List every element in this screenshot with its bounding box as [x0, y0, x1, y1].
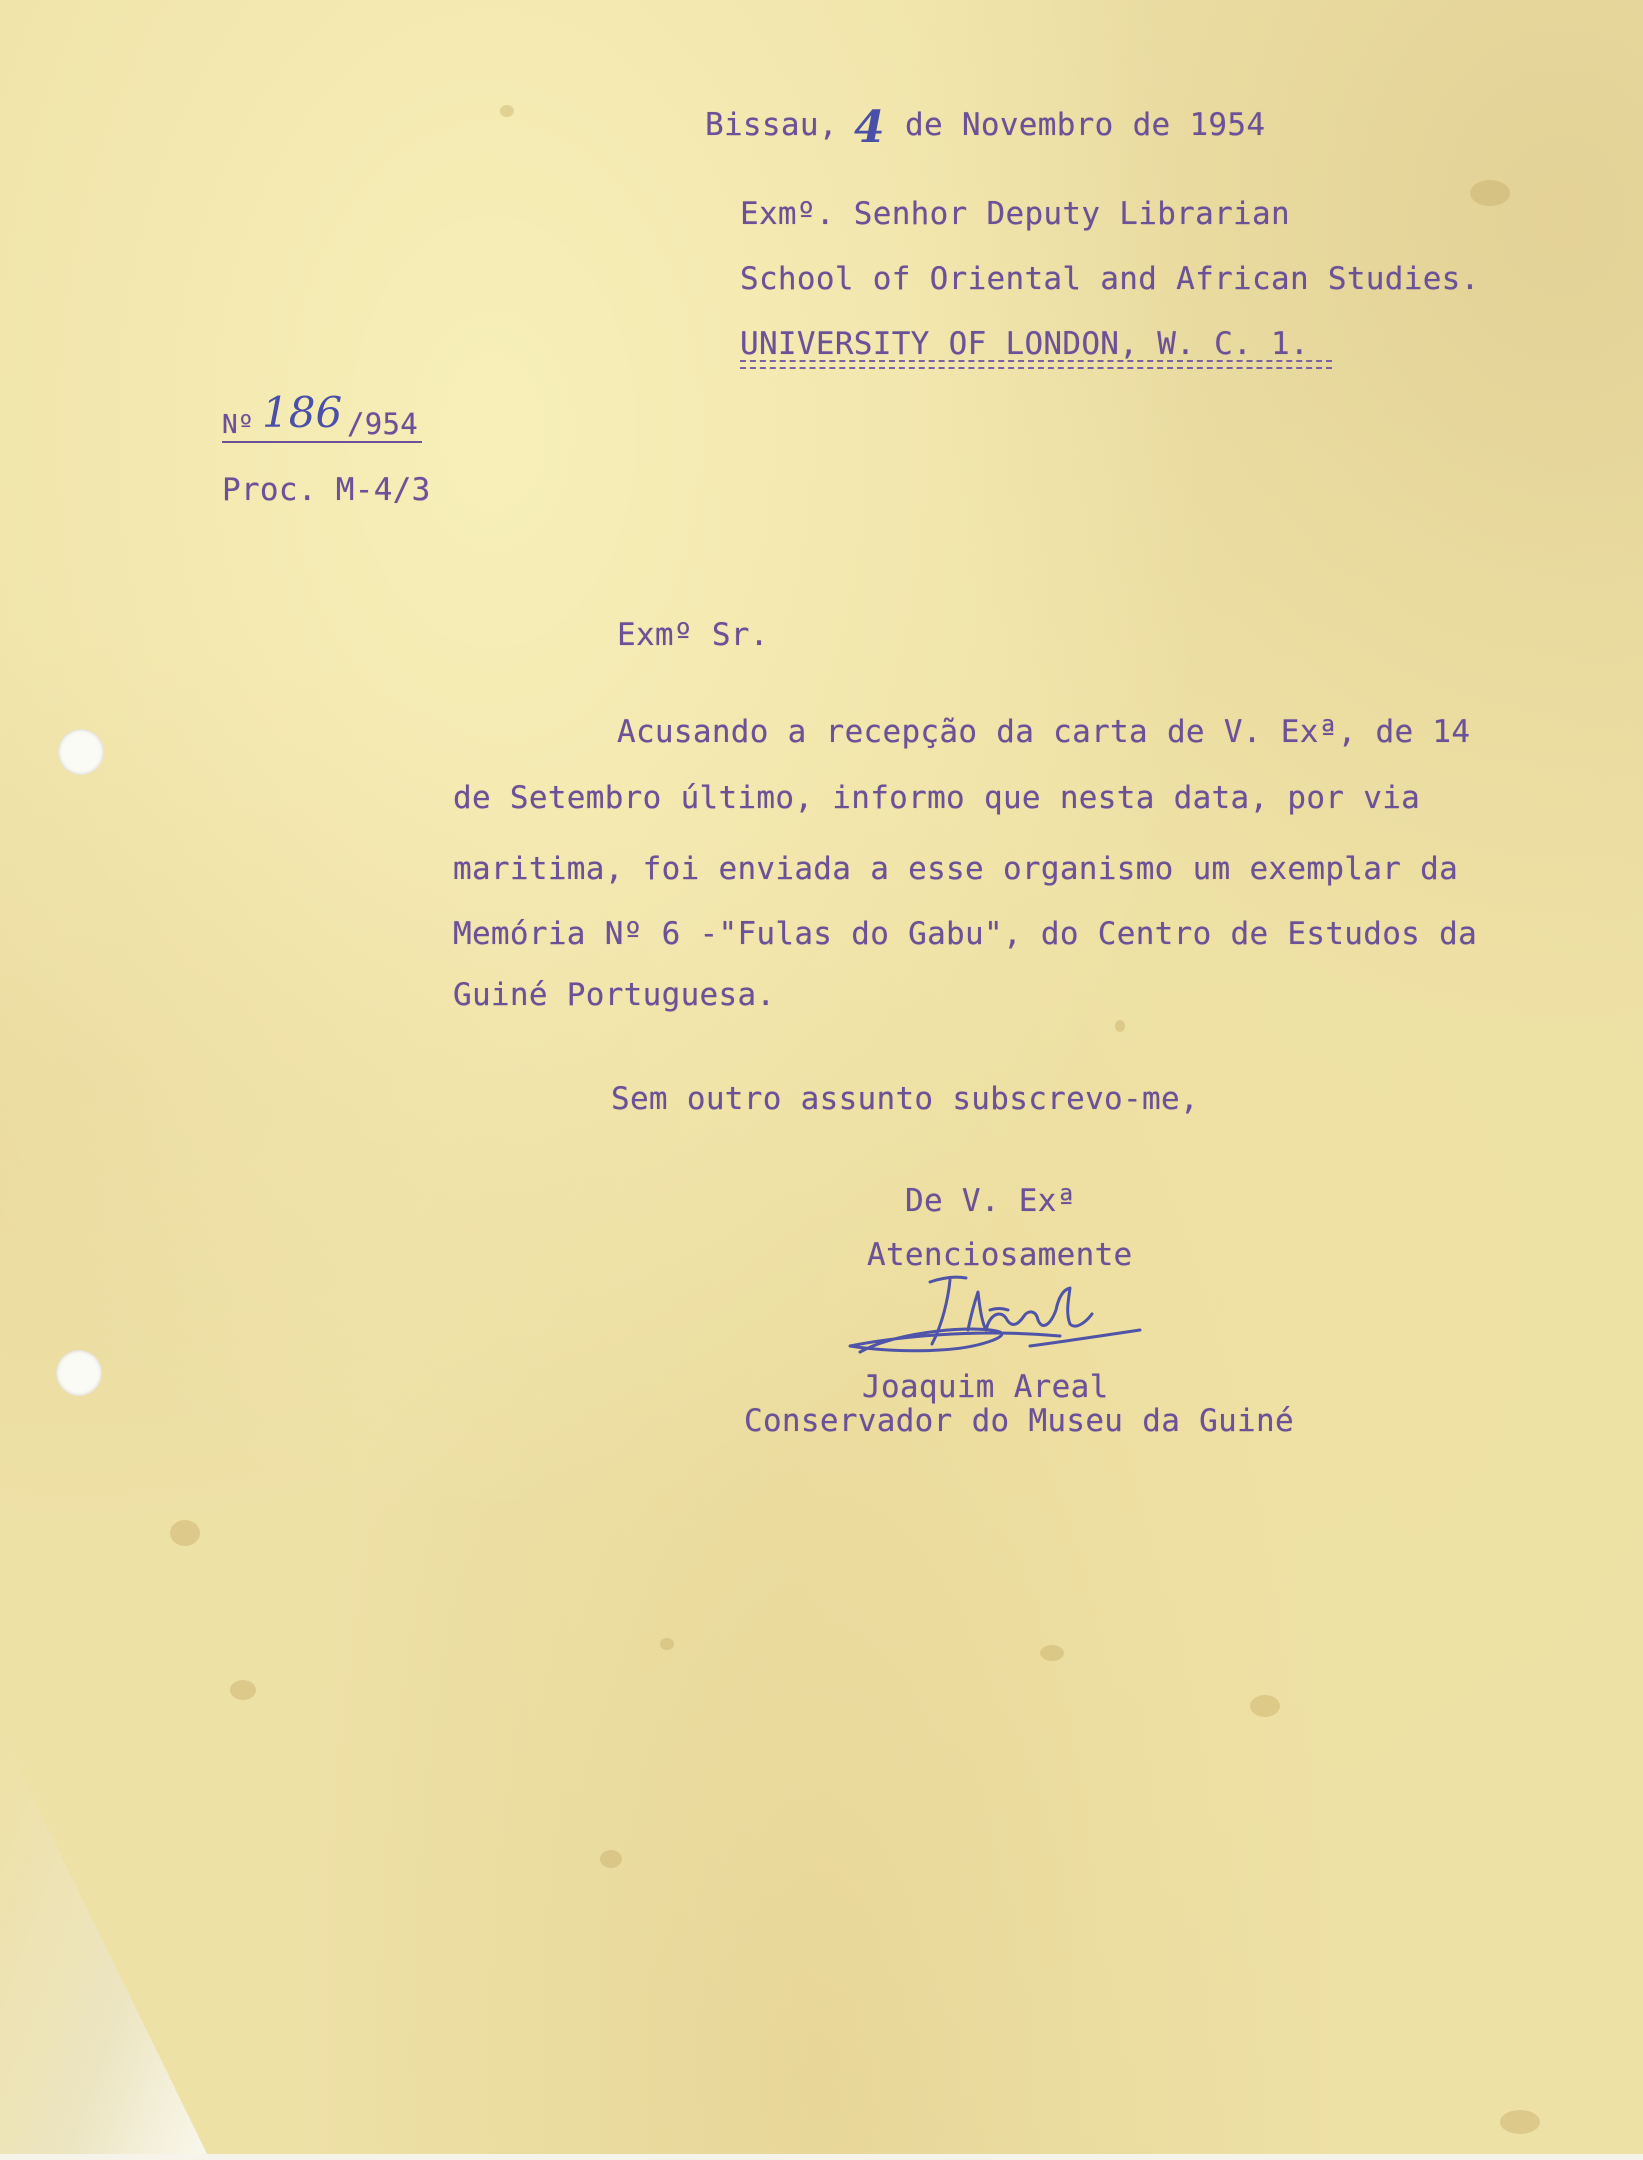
folded-corner — [0, 1730, 210, 2160]
paper-stain — [660, 1638, 674, 1650]
handwritten-reference-number: 186 — [262, 388, 343, 437]
paper-stain — [500, 105, 514, 117]
paper-stain — [600, 1850, 622, 1868]
paper-stain — [230, 1680, 256, 1700]
paper-stain — [1250, 1695, 1280, 1717]
closing-line: Sem outro assunto subscrevo-me, — [611, 1081, 1199, 1117]
paper-stain — [1470, 180, 1510, 206]
signatory-title: Conservador do Museu da Guiné — [744, 1403, 1294, 1439]
body-line-3: maritima, foi enviada a esse organismo um exemplar da — [453, 851, 1459, 887]
signatory-name: Joaquim Areal — [862, 1369, 1109, 1405]
page-edge — [0, 2154, 1643, 2160]
reference-underline — [222, 441, 422, 443]
complimentary-line-1: De V. Exª — [905, 1183, 1076, 1219]
punch-hole-bottom — [56, 1350, 102, 1396]
body-line-2: de Setembro último, informo que nesta data, por via — [453, 780, 1421, 816]
addressee-line-1: Exmº. Senhor Deputy Librarian — [740, 196, 1290, 232]
punch-hole-top — [58, 729, 104, 775]
salutation: Exmº Sr. — [617, 617, 769, 653]
body-line-5: Guiné Portuguesa. — [453, 977, 776, 1013]
body-line-4: Memória Nº 6 -"Fulas do Gabu", do Centro de Estudos da — [453, 916, 1478, 952]
paper-stain — [1115, 1020, 1125, 1032]
paper-stain — [1500, 2110, 1540, 2134]
process-reference: Proc. M-4/3 — [222, 472, 431, 508]
paper-stain — [170, 1520, 200, 1546]
handwritten-day: 4 — [854, 102, 885, 153]
complimentary-line-2: Atenciosamente — [867, 1237, 1133, 1273]
addressee-line-2: School of Oriental and African Studies. — [740, 261, 1480, 297]
reference-prefix: Nº — [222, 410, 254, 440]
date: de Novembro de 1954 — [905, 107, 1266, 143]
place: Bissau, — [705, 107, 838, 143]
addressee-line-3: UNIVERSITY OF LONDON, W. C. 1. — [740, 326, 1309, 362]
paper-stain — [1040, 1645, 1064, 1661]
addressee-double-underline — [740, 360, 1332, 369]
body-line-1: Acusando a recepção da carta de V. Exª, de 14 — [617, 714, 1471, 750]
handwritten-signature — [830, 1270, 1150, 1380]
reference-suffix: /954 — [347, 407, 419, 441]
